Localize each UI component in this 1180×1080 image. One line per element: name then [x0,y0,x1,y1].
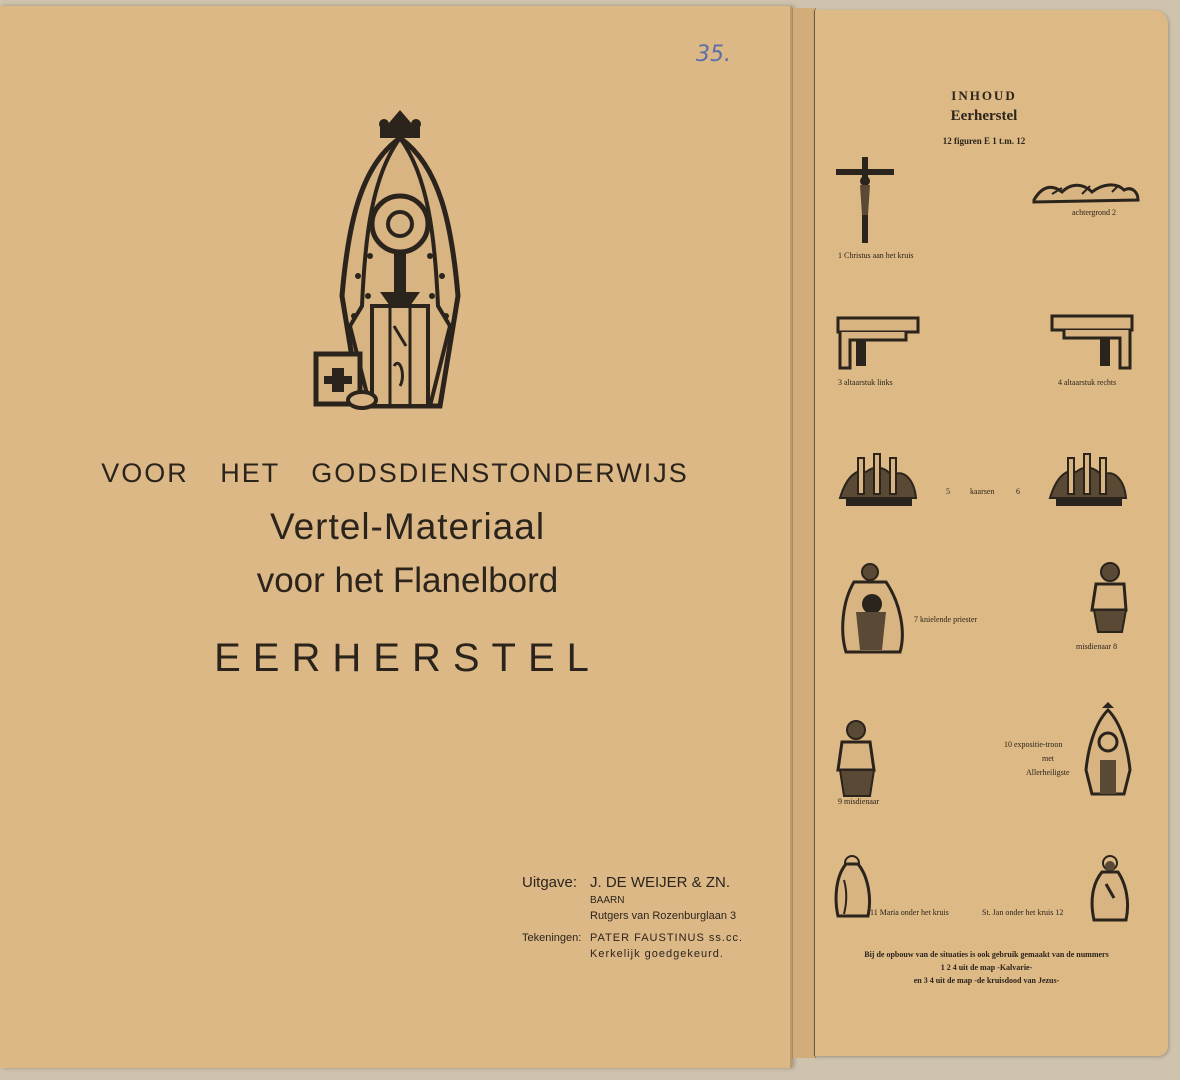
publisher-address: Rutgers van Rozenburglaan 3 [590,910,737,922]
contents-count: 12 figuren E 1 t.m. 12 [942,136,1026,146]
caption-11: 11 Maria onder het kruis [870,908,949,917]
caption-1: 1 Christus aan het kruis [838,251,914,260]
figure-altar-server-8 [1086,560,1130,636]
caption-12: St. Jan onder het kruis 12 [982,908,1064,917]
cover-page [0,6,792,1068]
figure-st-john [1086,854,1132,924]
figure-background [1032,180,1140,206]
caption-10a: 10 expositie-troon [1004,740,1063,749]
caption-4: 4 altaarstuk rechts [1058,378,1117,387]
caption-10b: met [1042,754,1054,763]
figure-candles-5 [836,448,920,508]
figure-altar-left [836,316,920,372]
publisher-name: J. DE WEIJER & ZN. [590,874,731,891]
figure-mary [832,854,874,920]
drawings-name: PATER FAUSTINUS ss.cc. [590,932,743,944]
caption-8: misdienaar 8 [1076,642,1118,651]
caption-9: 9 misdienaar [838,797,880,806]
publisher-label: Uitgave: [522,874,578,891]
left-rule [814,10,815,1056]
heading-eerherstel: EERHERSTEL [214,636,601,680]
caption-5: 5 [946,487,950,496]
caption-10c: Allerheiligste [1026,768,1070,777]
approval-text: Kerkelijk goedgekeurd. [590,948,724,960]
figure-kneeling-priest [836,562,908,658]
figure-altar-server-9 [834,718,880,800]
heading-title: Vertel-Materiaal [269,506,546,547]
drawings-label: Tekeningen: [522,932,582,944]
publisher-city: BAARN [590,895,625,906]
figure-altar-right [1050,314,1134,372]
heading-subject: VOOR HET GODSDIENSTONDERWIJS [101,458,689,488]
caption-2: achtergrond 2 [1072,208,1117,217]
caption-3: 3 altaarstuk links [838,378,893,387]
caption-6: 6 [1016,487,1020,496]
note-line-2: 1 2 4 uit de map -Kalvarie- [940,963,1033,972]
handwritten-number: 35. [696,42,731,67]
note-line-1: Bij de opbouw van de situaties is ook gebruik gemaakt van de nummers [864,950,1109,959]
note-line-3: en 3 4 uit de map -de kruisdood van Jezus- [913,976,1060,985]
caption-kaarsen: kaarsen [970,487,995,496]
figure-candles-6 [1046,448,1130,508]
folder-spine [792,8,816,1058]
figure-crucifix [834,155,896,245]
figure-exposition-throne [1080,700,1136,796]
contents-page [814,10,1168,1056]
contents-subtitle: Eerherstel [950,108,1018,124]
heading-subtitle: voor het Flanelbord [256,561,559,600]
contents-title: INHOUD [951,88,1017,103]
caption-7: 7 knielende priester [914,615,978,624]
throne-illustration [310,106,485,416]
